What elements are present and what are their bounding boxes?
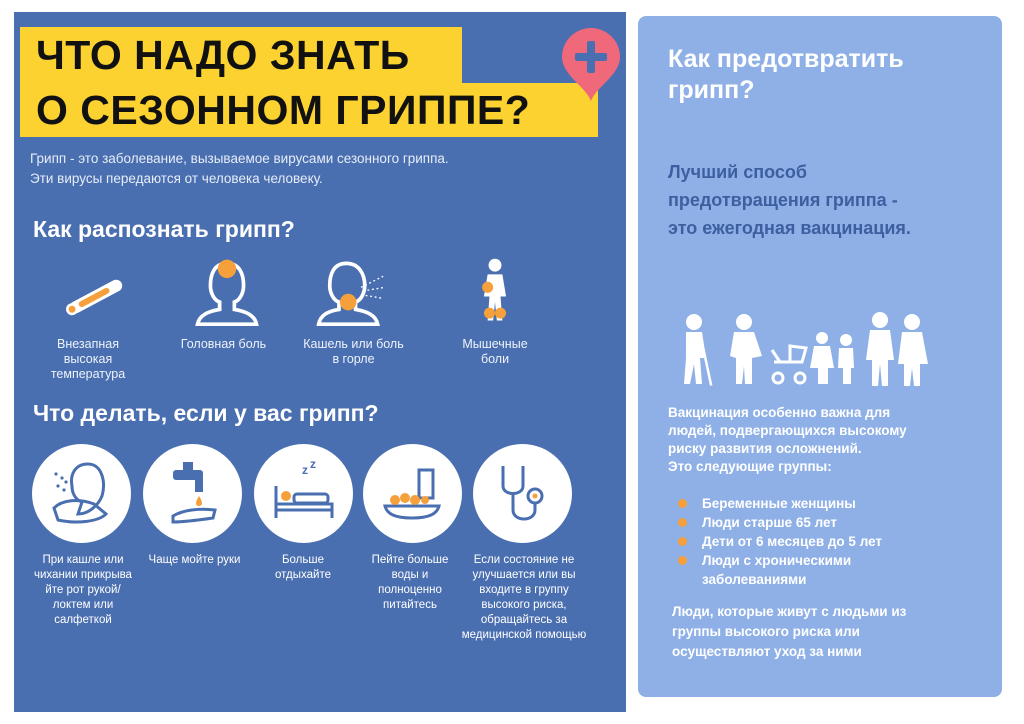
action-label	[452, 553, 596, 643]
vaccination-line: риску развития осложнений.	[668, 441, 862, 456]
symptom-label-line: высокая	[63, 352, 113, 366]
action-label-line: полноценно	[378, 584, 442, 596]
symptom-label	[33, 337, 143, 382]
action-label-line: медицинской помощью	[461, 629, 587, 641]
risk-groups-people-icon	[672, 312, 937, 387]
throat-icon	[310, 256, 390, 326]
best-method-line: предотвращения гриппа -	[668, 190, 898, 210]
vaccination-line: Вакцинация особенно важна для	[668, 405, 891, 420]
svg-text:z: z	[310, 457, 316, 471]
vaccination-line: Это следующие группы:	[668, 459, 832, 474]
symptom-label	[166, 337, 281, 352]
list-item	[672, 513, 972, 532]
action-label-line: Чаще мойте руки	[148, 554, 241, 566]
prevent-title-line: Как предотвратить	[668, 45, 904, 73]
action-label-line: воды и	[391, 569, 429, 581]
action-circle	[32, 444, 131, 543]
action-label-line: отдыхайте	[275, 569, 331, 581]
action-label-line: входите в группу	[479, 584, 569, 596]
symptom-label-line: Мышечные	[462, 337, 528, 351]
head-icon	[187, 256, 267, 326]
recognize-heading: Как распознать грипп?	[33, 216, 295, 242]
best-method-line: Лучший способ	[668, 162, 807, 182]
bullet-dot-icon	[678, 556, 687, 565]
action-label	[258, 553, 348, 583]
list-item-text: заболеваниями	[702, 572, 807, 587]
caregivers-text	[672, 602, 972, 662]
symptom-label-line: боли	[480, 352, 510, 366]
thermometer-icon	[55, 262, 135, 332]
symptom-label-line: Кашель или боль	[303, 337, 404, 351]
action-label	[142, 553, 247, 568]
list-item-text: Люди старше 65 лет	[702, 515, 837, 530]
list-item	[672, 532, 972, 551]
symptom-label-line: температура	[50, 367, 126, 381]
action-label-line: улучшается или вы	[472, 569, 576, 581]
title-line-1: ЧТО НАДО ЗНАТЬ	[20, 27, 462, 83]
prevent-title	[668, 44, 998, 106]
bullet-dot-icon	[678, 537, 687, 546]
action-circle	[254, 444, 353, 543]
action-label-line: Больше	[281, 554, 324, 566]
symptom-label-line: Внезапная	[57, 337, 119, 351]
caregivers-line: группы высокого риска или	[672, 624, 860, 639]
action-label-line: обращайтесь за	[480, 614, 568, 626]
list-item-text: Люди с хроническими	[702, 553, 852, 568]
best-method-text	[668, 158, 998, 242]
action-circle	[143, 444, 242, 543]
intro-text	[30, 149, 590, 189]
action-label-line: высокого риска,	[481, 599, 567, 611]
bullet-dot-icon	[678, 518, 687, 527]
list-item-text: Беременные женщины	[702, 496, 856, 511]
body-icon	[455, 256, 535, 326]
bullet-dot-icon	[678, 499, 687, 508]
best-method-line: это ежегодная вакцинация.	[668, 218, 911, 238]
intro-line: Грипп - это заболевание, вызываемое вирусами сезонного гриппа.	[30, 151, 449, 166]
vaccination-line: людей, подвергающихся высокому	[668, 423, 907, 438]
action-label-line: чихании прикрыва	[34, 569, 132, 581]
list-item	[672, 551, 972, 589]
symptom-label-line: Головная боль	[180, 337, 267, 351]
caregivers-line: осуществляют уход за ними	[672, 644, 862, 659]
action-circle	[363, 444, 462, 543]
action-label	[360, 553, 460, 613]
risk-groups-list	[672, 494, 972, 589]
svg-text:z: z	[302, 463, 308, 477]
action-label-line: Пейте больше	[371, 554, 449, 566]
caregivers-line: Люди, которые живут с людьми из	[672, 604, 907, 619]
action-circle	[473, 444, 572, 543]
symptom-label-line: в горле	[332, 352, 375, 366]
stethoscope-icon	[473, 444, 572, 543]
list-item	[672, 494, 972, 513]
symptom-label	[286, 337, 421, 367]
prevent-title-line: грипп?	[668, 76, 755, 104]
action-label	[28, 553, 138, 628]
action-label-line: йте рот рукой/	[45, 584, 121, 596]
vaccination-text	[668, 404, 968, 476]
action-label-line: питайтесь	[383, 599, 437, 611]
medical-pin-plus-icon	[556, 27, 626, 103]
actions-heading: Что делать, если у вас грипп?	[33, 400, 379, 426]
list-item-text: Дети от 6 месяцев до 5 лет	[702, 534, 883, 549]
action-label-line: При кашле или	[42, 554, 124, 566]
food-icon	[363, 444, 462, 543]
cough-icon	[32, 444, 131, 543]
action-label-line: локтем или	[52, 599, 114, 611]
handwash-icon	[143, 444, 242, 543]
symptom-label	[440, 337, 550, 367]
action-label-line: салфеткой	[54, 614, 112, 626]
intro-line: Эти вирусы передаются от человека человеку.	[30, 171, 323, 186]
title-line-2: О СЕЗОННОМ ГРИППЕ?	[20, 83, 598, 137]
action-label-line: Если состояние не	[473, 554, 575, 566]
bed-icon	[254, 444, 353, 543]
